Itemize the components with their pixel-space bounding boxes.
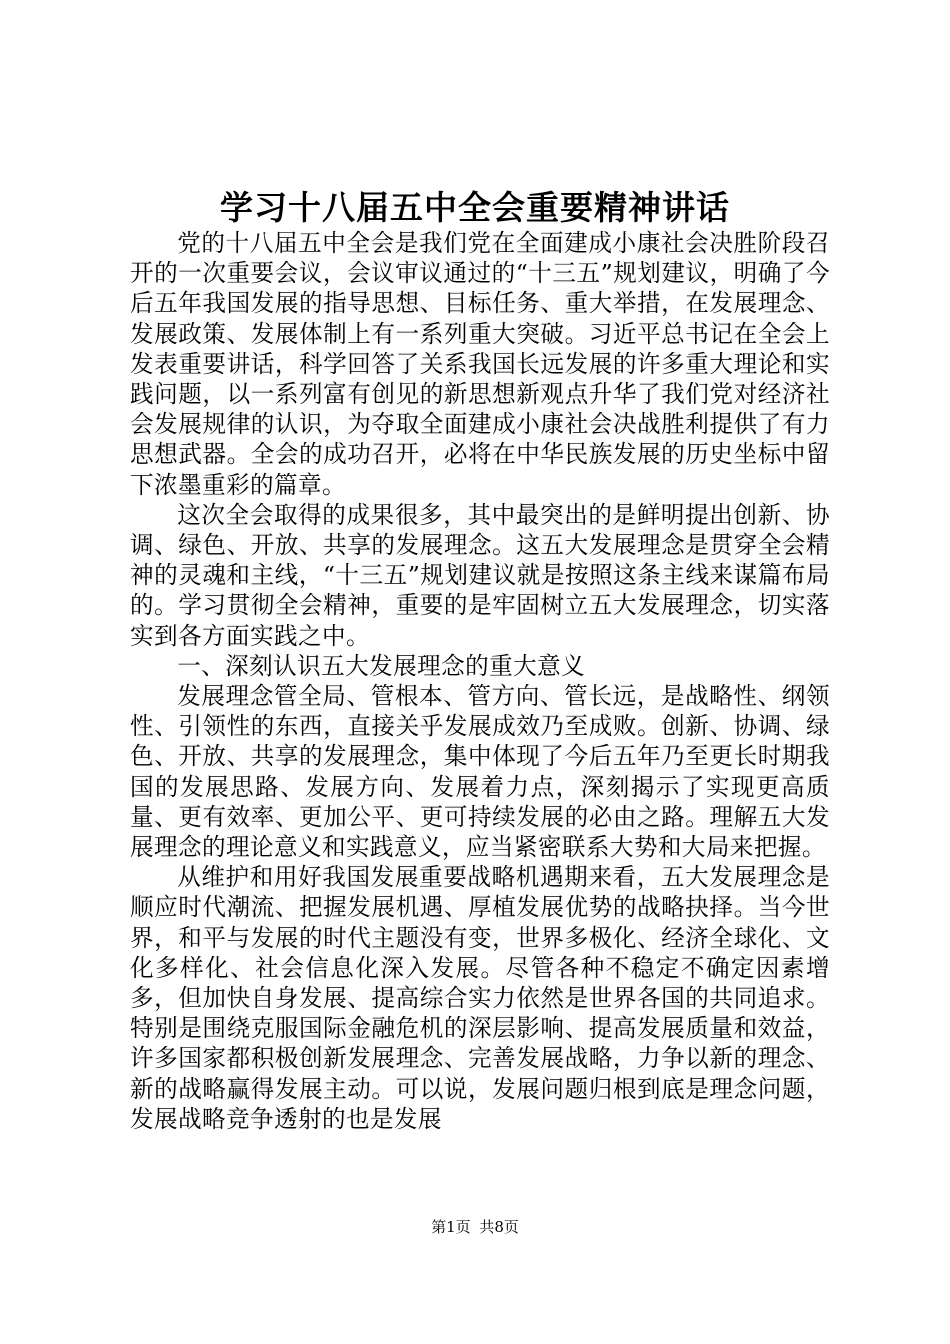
document-title: 学习十八届五中全会重要精神讲话: [220, 188, 730, 227]
paragraph-4: 从维护和用好我国发展重要战略机遇期来看，五大发展理念是顺应时代潮流、把握发展机遇、厚植发展优势的战略抉择。当今世界，和平与发展的时代主题没有变，世界多极化、经济全球化、文化多样化、社会信息化深入发展。尽管各种不稳定不确定因素增多，但加快自身发展、提高综合实力依然是世界各国的共同追求。特别是围绕克服国际金融危机的深层影响、提高发展质量和效益，许多国家都积极创新发展理念、完善发展战略，力争以新的理念、新的战略赢得发展主动。可以说，发展问题归根到底是理念问题，发展战略竞争透射的也是发展: [130, 863, 830, 1133]
page-number: 第1页: [431, 1218, 471, 1236]
paragraph-3: 发展理念管全局、管根本、管方向、管长远，是战略性、纲领性、引领性的东西，直接关乎发展成效乃至成败。创新、协调、绿色、开放、共享的发展理念，集中体现了今后五年乃至更长时期我国的发展思路、发展方向、发展着力点，深刻揭示了实现更高质量、更有效率、更加公平、更可持续发展的必由之路。理解五大发展理念的理论意义和实践意义，应当紧密联系大势和大局来把握。: [130, 682, 830, 862]
total-pages: 共8页: [479, 1218, 519, 1236]
paragraph-1: 党的十八届五中全会是我们党在全面建成小康社会决胜阶段召开的一次重要会议，会议审议通过的“十三五”规划建议，明确了今后五年我国发展的指导思想、目标任务、重大举措，在发展理念、发展政策、发展体制上有一系列重大突破。习近平总书记在全会上发表重要讲话，科学回答了关系我国长远发展的许多重大理论和实践问题，以一系列富有创见的新思想新观点升华了我们党对经济社会发展规律的认识，为夺取全面建成小康社会决战胜利提供了有力思想武器。全会的成功召开，必将在中华民族发展的历史坐标中留下浓墨重彩的篇章。: [130, 229, 830, 499]
document-body: [130, 228, 830, 1134]
section-heading-1: 一、深刻认识五大发展理念的重大意义: [177, 651, 586, 680]
paragraph-2: 这次全会取得的成果很多，其中最突出的是鲜明提出创新、协调、绿色、开放、共享的发展理念。这五大发展理念是贯穿全会精神的灵魂和主线，“十三五”规划建议就是按照这条主线来谋篇布局的。学习贯彻全会精神，重要的是牢固树立五大发展理念，切实落实到各方面实践之中。: [130, 500, 830, 650]
page-footer: [0, 1216, 950, 1238]
